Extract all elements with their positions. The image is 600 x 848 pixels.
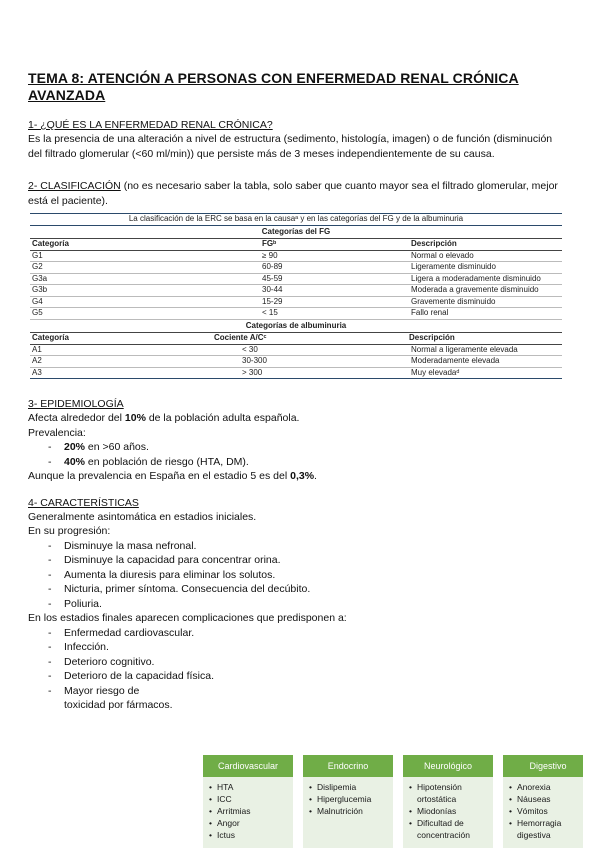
list-item: - Disminuye la capacidad para concentrar orina. — [48, 553, 562, 568]
char-line-2: En su progresión: — [28, 525, 111, 537]
table-row: G1 ≥ 90 Normal o elevado — [30, 250, 562, 262]
table-caption: La clasificación de la ERC se basa en la causaᵃ y en las categorías del FG y de la albuminuria — [30, 214, 562, 226]
box-item: • Anorexia — [509, 781, 583, 793]
fg-header-row — [30, 239, 562, 251]
box-item: • Hiperglucemia — [309, 793, 393, 805]
box-item: • Hemorragia digestiva — [509, 817, 583, 841]
section-1-text: Es la presencia de una alteración a nivel de estructura (sedimento, histología, imagen) o de función (disminución del filtrado glomerular (<60 ml/min)) que persiste más de 3 meses independientemente de su causa. — [28, 133, 553, 160]
section-4-heading: 4- CARACTERÍSTICAS — [28, 496, 139, 509]
alb-header-cat: Categoría — [30, 333, 204, 345]
box-neurologico — [403, 755, 493, 848]
list-item: - Deterioro de la capacidad física. — [48, 669, 562, 684]
box-item: • Malnutrición — [309, 805, 393, 817]
alb-header-row — [30, 333, 562, 345]
box-item: • Arritmias — [209, 805, 293, 817]
list-item: - Enfermedad cardiovascular. — [48, 626, 562, 641]
list-item: - Poliuria. — [48, 597, 562, 612]
box-endocrino — [303, 755, 393, 848]
table-row: G2 60-89 Ligeramente disminuido — [30, 262, 562, 274]
table-row: A2 30-300 Moderadamente elevada — [30, 356, 562, 368]
epi-line-3: Aunque la prevalencia en España en el estadio 5 es del 0,3%. — [28, 470, 317, 482]
list-item: - Aumenta la diuresis para eliminar los solutos. — [48, 568, 562, 583]
box-title: Cardiovascular — [203, 755, 293, 777]
list-item: - Infección. — [48, 640, 562, 655]
list-item: - 40% en población de riesgo (HTA, DM). — [48, 455, 562, 470]
table-row: A1 < 30 Normal a ligeramente elevada — [30, 344, 562, 356]
table-row: A3 > 300 Muy elevadaᵈ — [30, 367, 562, 379]
box-title: Digestivo — [503, 755, 583, 777]
albuminuria-group-heading: Categorías de albuminuria — [30, 319, 562, 333]
alb-rows — [30, 344, 562, 379]
list-item: - Deterioro cognitivo. — [48, 655, 562, 670]
epi-line-1: Afecta alrededor del 10% de la población adulta española. — [28, 412, 300, 424]
box-title: Neurológico — [403, 755, 493, 777]
char-line-1: Generalmente asintomática en estadios iniciales. — [28, 510, 257, 523]
table-row: G3a 45-59 Ligera a moderadamente disminuido — [30, 273, 562, 285]
box-item: • Dificultad de concentración — [409, 817, 493, 841]
complications-boxes — [203, 755, 583, 848]
fg-header-fg: FGᵇ — [204, 239, 409, 251]
section-3-heading: 3- EPIDEMIOLOGÍA — [28, 398, 124, 410]
complications-list — [28, 626, 562, 713]
box-item: • ICC — [209, 793, 293, 805]
box-title: Endocrino — [303, 755, 393, 777]
table-row: G5 < 15 Fallo renal — [30, 308, 562, 320]
list-item: - Mayor riesgo de toxicidad por fármacos. — [48, 684, 562, 713]
list-item: - Nicturia, primer síntoma. Consecuencia del decúbito. — [48, 582, 562, 597]
epi-line-2: Prevalencia: — [28, 426, 86, 439]
char-line-3: En los estadios finales aparecen complicaciones que predisponen a: — [28, 612, 347, 624]
section-2-intro — [28, 179, 562, 208]
erc-classification-table — [30, 213, 562, 379]
box-item: • HTA — [209, 781, 293, 793]
box-cardiovascular — [203, 755, 293, 848]
table-row: G4 15-29 Gravemente disminuido — [30, 296, 562, 308]
section-2-heading: 2- CLASIFICACIÓN — [28, 180, 121, 192]
table-row: G3b 30-44 Moderada a gravemente disminuido — [30, 285, 562, 297]
box-item: • Vómitos — [509, 805, 583, 817]
prevalence-list — [28, 440, 562, 469]
list-item: - Disminuye la masa nefronal. — [48, 539, 562, 554]
alb-header-ratio: Cociente A/Cᶜ — [204, 333, 409, 345]
box-item: • Hipotensión ortostática — [409, 781, 493, 805]
box-item: • Ictus — [209, 829, 293, 841]
box-item: • Miodonías — [409, 805, 493, 817]
page-title: TEMA 8: ATENCIÓN A PERSONAS CON ENFERMEDAD RENAL CRÓNICA AVANZADA — [28, 70, 519, 103]
fg-group-heading: Categorías del FG — [30, 225, 562, 239]
box-item: • Angor — [209, 817, 293, 829]
fg-rows — [30, 250, 562, 319]
document-page — [28, 70, 562, 713]
progression-list — [28, 539, 562, 612]
list-item: - 20% en >60 años. — [48, 440, 562, 455]
box-item: • Dislipemia — [309, 781, 393, 793]
box-digestivo — [503, 755, 583, 848]
box-item: • Náuseas — [509, 793, 583, 805]
fg-header-cat: Categoría — [30, 239, 204, 251]
fg-header-desc: Descripción — [409, 239, 562, 251]
section-2-note: (no es necesario saber la tabla, solo saber que cuanto mayor sea el filtrado glomerular, mejor está el paciente). — [28, 180, 558, 207]
alb-header-desc: Descripción — [409, 333, 562, 345]
section-1-heading: 1- ¿QUÉ ES LA ENFERMEDAD RENAL CRÓNICA? — [28, 119, 273, 131]
